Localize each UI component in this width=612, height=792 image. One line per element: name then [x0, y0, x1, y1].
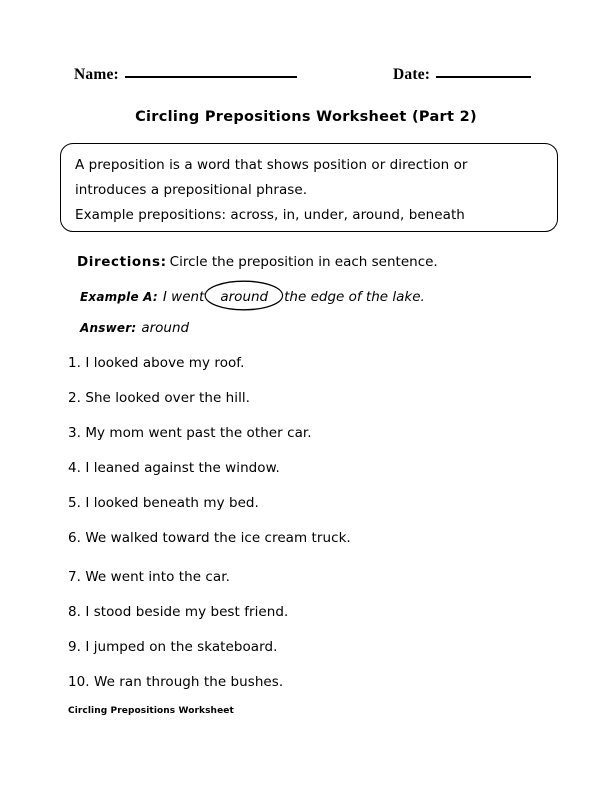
- name-date-row: [0, 66, 612, 92]
- directions-row: [77, 254, 438, 270]
- example-text-after: the edge of the lake.: [284, 289, 425, 305]
- date-write-line[interactable]: [436, 76, 531, 78]
- question-item: 5. I looked beneath my bed.: [68, 495, 259, 511]
- definition-line: introduces a prepositional phrase.: [75, 182, 308, 198]
- example-text-before: I went: [162, 289, 205, 305]
- question-list: [68, 353, 548, 707]
- question-item: 3. My mom went past the other car.: [68, 425, 312, 441]
- question-item: 7. We went into the car.: [68, 569, 230, 585]
- date-field-group: [393, 66, 531, 84]
- example-label: Example A:: [80, 290, 158, 304]
- definition-box: [60, 143, 558, 232]
- answer-value: around: [141, 320, 190, 336]
- footer-note: Circling Prepositions Worksheet: [68, 706, 234, 716]
- example-row: [80, 289, 425, 305]
- date-label: Date:: [393, 66, 431, 83]
- name-field-group: [74, 66, 297, 84]
- name-label: Name:: [74, 66, 119, 83]
- directions-text: Circle the preposition in each sentence.: [169, 254, 438, 270]
- definition-line: A preposition is a word that shows position or direction or: [75, 157, 468, 173]
- question-item: 4. I leaned against the window.: [68, 460, 280, 476]
- example-circled-word-wrapper: [204, 289, 284, 305]
- question-item: 1. I looked above my roof.: [68, 355, 245, 371]
- example-sentence: [163, 289, 425, 305]
- question-item: 6. We walked toward the ice cream truck.: [68, 530, 351, 546]
- directions-label: Directions:: [77, 254, 167, 270]
- answer-row: [80, 320, 189, 336]
- question-item: 8. I stood beside my best friend.: [68, 604, 289, 620]
- name-write-line[interactable]: [125, 76, 297, 78]
- definition-line: Example prepositions: across, in, under, around, beneath: [75, 207, 465, 223]
- question-item: 2. She looked over the hill.: [68, 390, 251, 406]
- question-item: 9. I jumped on the skateboard.: [68, 639, 278, 655]
- answer-label: Answer:: [80, 321, 137, 335]
- example-circled-word: around: [220, 289, 269, 305]
- question-item: 10. We ran through the bushes.: [68, 674, 284, 690]
- page-title: Circling Prepositions Worksheet (Part 2): [135, 109, 477, 125]
